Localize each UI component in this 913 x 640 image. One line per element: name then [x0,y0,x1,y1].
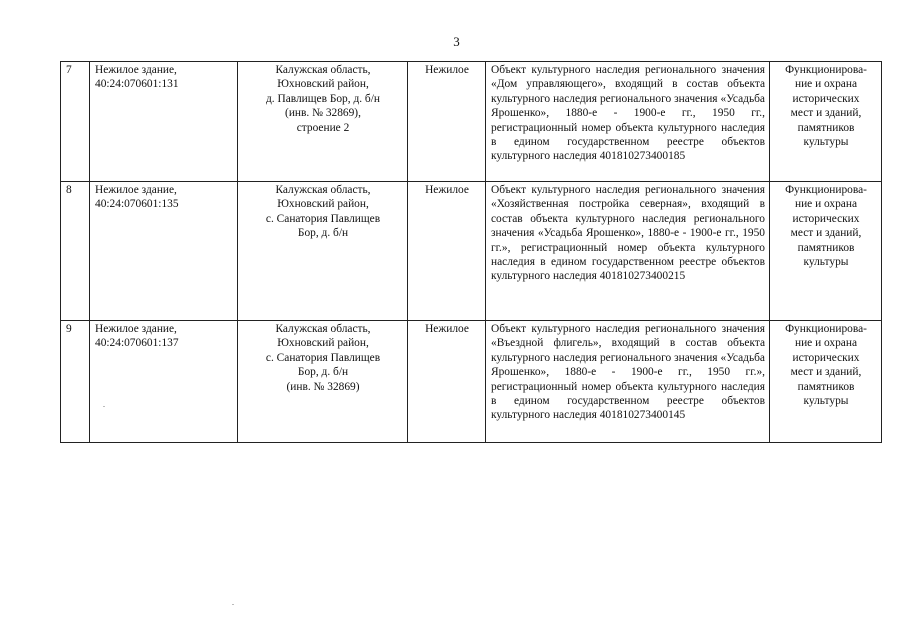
cadastral-number: 40:24:070601:135 [95,198,179,211]
object-name: Нежилое здание, [95,323,177,335]
object-name: Нежилое здание, [95,184,177,196]
heritage-objects-table [60,61,882,443]
cadastral-number: 40:24:070601:131 [95,78,179,91]
cadastral-number: 40:24:070601:137 [95,337,179,350]
usage-line: памятников [797,380,855,393]
usage-line: культуры [803,395,849,408]
address-line: Юхновский район, [277,337,369,350]
object-type: Нежилое [408,321,486,443]
heritage-description: Объект культурного наследия регионального значения «Въездной флигель», входящий в состав объекта культурного наследия регионального значения «Усадьба Ярошенко», 1880-е - 1900-е гг., 1950 гг.», регистрационный номер объекта культурного наследия в едином государственном реестре объектов культурного наследия 401810273400145 [486,321,770,443]
address-line: Калужская область, [275,323,371,335]
usage-line: исторических [792,351,860,364]
address-line: строение 2 [296,121,350,134]
address-line: с. Санатория Павлищев [265,212,381,225]
address-cell [238,62,408,182]
table-row [61,321,882,443]
object-type: Нежилое [408,182,486,321]
usage-line: мест и зданий, [790,107,862,120]
row-number: 8 [61,182,90,321]
address-cell [238,182,408,321]
usage-line: Функционирова- [785,323,867,335]
address-line: (инв. № 32869) [286,380,360,393]
table-row [61,182,882,321]
usage-cell [770,182,882,321]
usage-line: ние и охрана [794,198,858,211]
row-number: 7 [61,62,90,182]
usage-line: культуры [803,136,849,149]
scan-speck [103,406,105,407]
usage-line: ние и охрана [794,78,858,91]
usage-line: памятников [797,121,855,134]
page-number: 3 [453,34,460,49]
object-type: Нежилое [408,62,486,182]
object-name-cell [90,62,238,182]
usage-cell [770,321,882,443]
address-line: д. Павлищев Бор, д. б/н [265,92,380,105]
address-line: Юхновский район, [277,78,369,91]
heritage-description: Объект культурного наследия регионального значения «Дом управляющего», входящий в состав объекта культурного наследия регионального значения «Усадьба Ярошенко», 1880-е - 1900-е гг., 1950 гг., регистрационный номер объекта культурного наследия в едином государственном реестре объектов культурного наследия 401810273400185 [486,62,770,182]
address-line: Бор, д. б/н [297,227,349,240]
usage-line: культуры [803,256,849,269]
usage-line: мест и зданий, [790,227,862,240]
usage-line: мест и зданий, [790,366,862,379]
object-name-cell [90,182,238,321]
usage-line: Функционирова- [785,184,867,196]
usage-line: исторических [792,212,860,225]
usage-line: ние и охрана [794,337,858,350]
usage-cell [770,62,882,182]
row-number: 9 [61,321,90,443]
address-cell [238,321,408,443]
object-name-cell [90,321,238,443]
address-line: (инв. № 32869), [285,107,361,120]
address-line: Калужская область, [275,64,371,76]
usage-line: памятников [797,241,855,254]
address-line: Бор, д. б/н [297,366,349,379]
heritage-description: Объект культурного наследия регионального значения «Хозяйственная постройка северная», входящий в состав объекта культурного наследия регионального значения «Усадьба Ярошенко», 1880-е - 1900-е гг., 1950 гг.», регистрационный номер объекта культурного наследия в едином государственном реестре объектов культурного наследия 401810273400215 [486,182,770,321]
table-row [61,62,882,182]
address-line: с. Санатория Павлищев [265,351,381,364]
object-name: Нежилое здание, [95,64,177,76]
address-line: Юхновский район, [277,198,369,211]
scan-speck [232,604,234,605]
usage-line: Функционирова- [785,64,867,76]
usage-line: исторических [792,92,860,105]
address-line: Калужская область, [275,184,371,196]
